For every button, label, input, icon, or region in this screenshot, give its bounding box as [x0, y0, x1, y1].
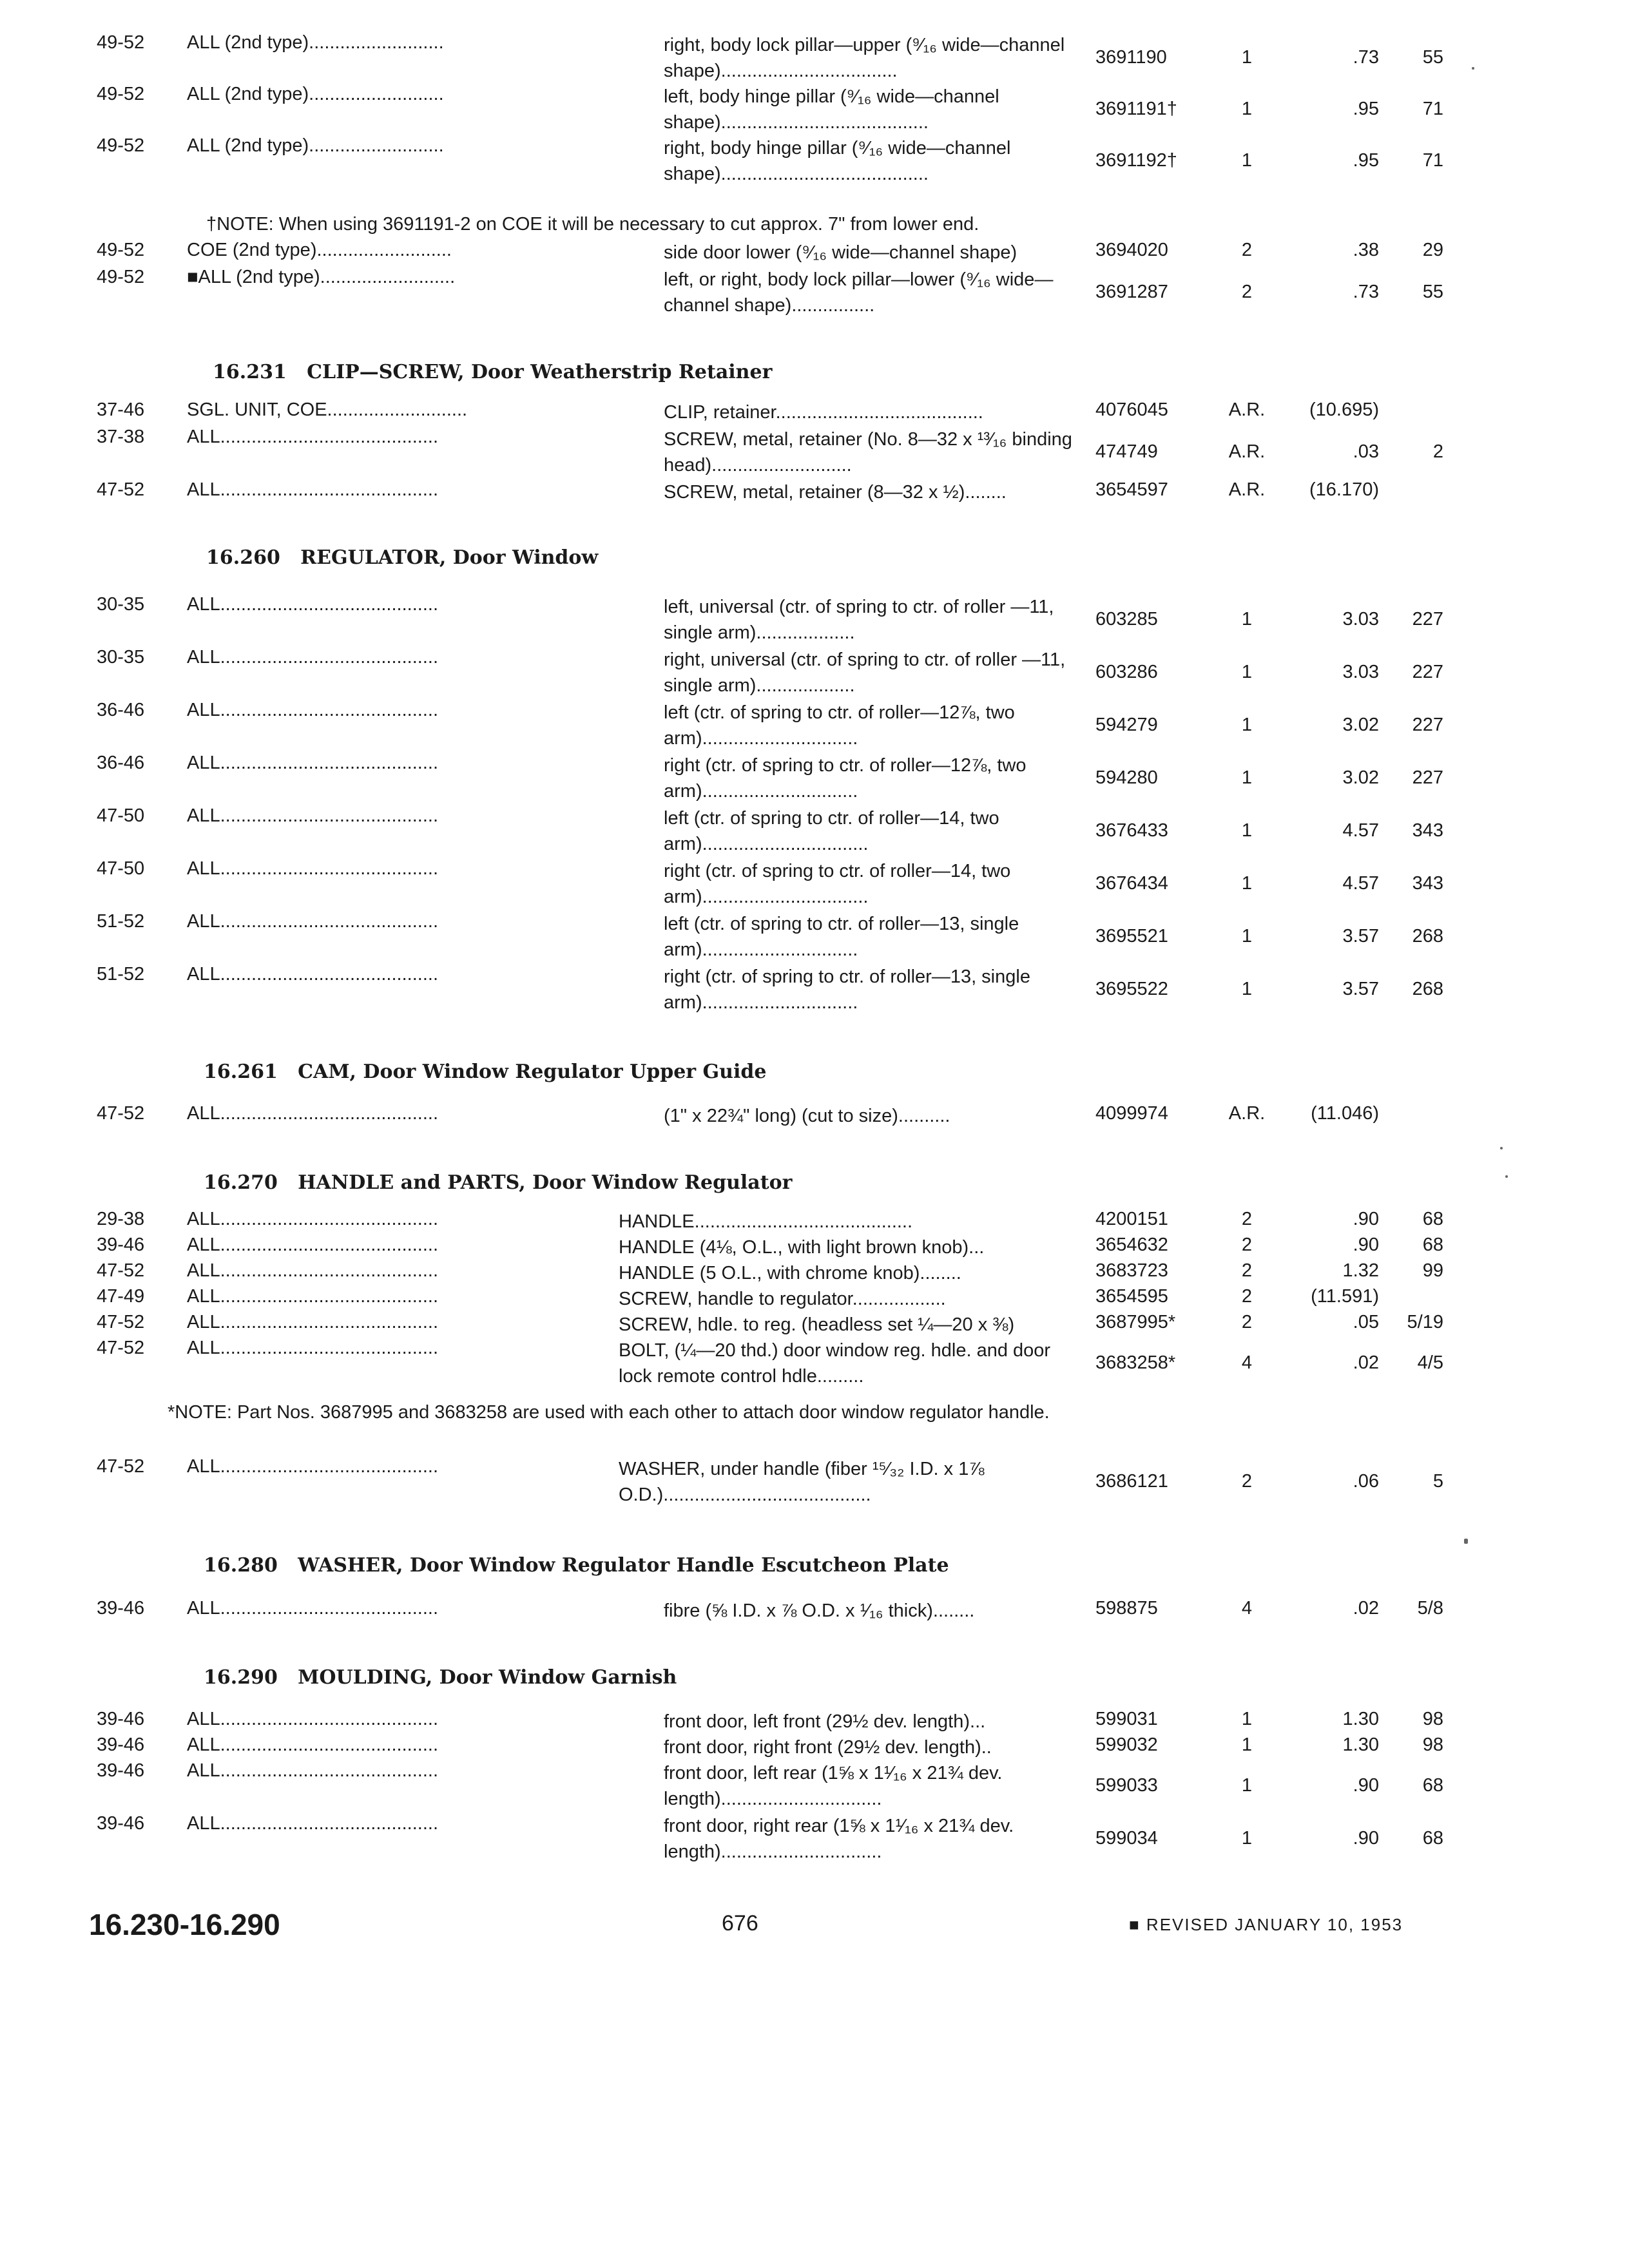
row-part-number: 599033: [1095, 1775, 1158, 1796]
row-description: right, body lock pillar—upper (⁹⁄₁₆ wide—channel shape)..................................: [664, 35, 1065, 81]
row-weight: 71: [1422, 150, 1443, 171]
row-part-number: 598875: [1095, 1598, 1158, 1619]
row-quantity: 1: [1241, 767, 1253, 788]
row-description: (1" x 22¾" long) (cut to size)..........: [664, 1106, 950, 1126]
row-description: BOLT, (¼—20 thd.) door window reg. hdle. and door lock remote control hdle.........: [619, 1340, 1051, 1387]
row-part-number: 3654632: [1095, 1235, 1168, 1255]
table-row: [0, 1456, 1629, 1509]
row-quantity: 1: [1241, 979, 1253, 999]
row-part-number: 3691287: [1095, 282, 1168, 302]
row-part-number: 603285: [1095, 609, 1158, 629]
row-description: SCREW, metal, retainer (No. 8—32 x ¹³⁄₁₆ binding head)...........................: [664, 429, 1072, 476]
row-price: (10.695): [1309, 399, 1379, 420]
row-model: ALL..........................................: [187, 1456, 438, 1477]
row-quantity: 1: [1241, 1775, 1253, 1796]
scan-speck: [1464, 1539, 1468, 1544]
table-row: [0, 399, 1629, 425]
row-price: (11.046): [1311, 1103, 1379, 1124]
row-part-number: 3691191†: [1095, 99, 1177, 119]
table-row: [0, 135, 1629, 188]
row-years: 49-52: [97, 135, 145, 156]
table-row: [0, 805, 1629, 858]
row-part-number: 3686121: [1095, 1471, 1168, 1492]
revision-note: ■ REVISED JANUARY 10, 1953: [1129, 1915, 1403, 1934]
row-price: .73: [1353, 47, 1379, 68]
row-description: fibre (⅝ I.D. x ⅞ O.D. x ¹⁄₁₆ thick)........: [664, 1600, 975, 1621]
table-row: [0, 647, 1629, 700]
row-part-number: 3683258*: [1095, 1352, 1176, 1373]
row-description: HANDLE (4⅛, O.L., with light brown knob)...: [619, 1237, 985, 1258]
table-row: [0, 1286, 1629, 1312]
row-model: SGL. UNIT, COE...........................: [187, 399, 468, 420]
row-quantity: 1: [1241, 715, 1253, 735]
row-quantity: 1: [1241, 820, 1253, 841]
table-row: [0, 911, 1629, 964]
table-row: [0, 240, 1629, 265]
row-model: ALL..........................................: [187, 1813, 438, 1834]
row-weight: 68: [1422, 1828, 1443, 1849]
row-price: 3.03: [1342, 662, 1379, 682]
row-quantity: 2: [1241, 1209, 1253, 1229]
row-weight: 268: [1412, 926, 1443, 947]
row-years: 47-50: [97, 805, 145, 826]
section-heading-16-280: [204, 1554, 949, 1577]
row-weight: 5/19: [1407, 1312, 1443, 1332]
row-years: 30-35: [97, 594, 145, 615]
table-row: [0, 267, 1629, 320]
table-row: [0, 1598, 1629, 1624]
row-weight: 268: [1412, 979, 1443, 999]
row-price: .90: [1353, 1775, 1379, 1796]
table-row: [0, 594, 1629, 647]
section-heading-16-270: [204, 1171, 792, 1194]
row-quantity: 4: [1241, 1352, 1253, 1373]
row-part-number: 3691192†: [1095, 150, 1177, 171]
row-years: 47-50: [97, 858, 145, 879]
row-description: SCREW, metal, retainer (8—32 x ½)........: [664, 482, 1007, 503]
row-quantity: 1: [1241, 662, 1253, 682]
row-description: CLIP, retainer........................................: [664, 402, 983, 423]
row-quantity: 1: [1241, 1709, 1253, 1729]
table-row: [0, 32, 1629, 85]
row-quantity: A.R.: [1228, 479, 1266, 500]
section-title: MOULDING, Door Window Garnish: [298, 1666, 677, 1689]
row-weight: 227: [1412, 715, 1443, 735]
row-weight: 2: [1432, 441, 1443, 462]
row-price: 4.57: [1342, 873, 1379, 894]
row-part-number: 3694020: [1095, 240, 1168, 260]
row-quantity: A.R.: [1228, 441, 1266, 462]
row-description: right (ctr. of spring to ctr. of roller—13, single arm)..............................: [664, 966, 1030, 1013]
row-part-number: 594280: [1095, 767, 1158, 788]
table-row: [0, 1735, 1629, 1760]
footnote-asterisk: *NOTE: Part Nos. 3687995 and 3683258 are used with each other to attach door window regulator handle.: [168, 1402, 1050, 1423]
row-price: .95: [1353, 150, 1379, 171]
row-description: side door lower (⁹⁄₁₆ wide—channel shape): [664, 242, 1017, 263]
row-weight: 343: [1412, 873, 1443, 894]
section-heading-16-290: [204, 1666, 677, 1689]
row-quantity: 2: [1241, 1471, 1253, 1492]
row-description: HANDLE (5 O.L., with chrome knob)........: [619, 1263, 961, 1283]
row-quantity: 2: [1241, 1312, 1253, 1332]
row-part-number: 599034: [1095, 1828, 1158, 1849]
row-description: right, universal (ctr. of spring to ctr. of roller —11, single arm)...................: [664, 649, 1066, 696]
row-quantity: A.R.: [1228, 1103, 1266, 1124]
row-model: ALL..........................................: [187, 1598, 438, 1619]
row-weight: 343: [1412, 820, 1443, 841]
section-code: 16.290: [204, 1666, 278, 1689]
section-title: HANDLE and PARTS, Door Window Regulator: [298, 1171, 793, 1194]
row-weight: 227: [1412, 609, 1443, 629]
row-description: left, body hinge pillar (⁹⁄₁₆ wide—channel shape)........................................: [664, 86, 999, 133]
row-price: 4.57: [1342, 820, 1379, 841]
row-years: 29-38: [97, 1209, 145, 1229]
row-description: front door, left front (29½ dev. length)...: [664, 1711, 986, 1732]
row-years: 51-52: [97, 964, 145, 985]
row-model: ALL..........................................: [187, 647, 438, 668]
row-price: 3.57: [1342, 979, 1379, 999]
section-code: 16.280: [204, 1554, 278, 1577]
row-part-number: 3695522: [1095, 979, 1168, 999]
row-years: 30-35: [97, 647, 145, 668]
row-price: .90: [1353, 1209, 1379, 1229]
row-part-number: 3695521: [1095, 926, 1168, 947]
section-code: 16.270: [204, 1171, 278, 1194]
table-row: [0, 479, 1629, 505]
row-description: front door, left rear (1⅝ x 1¹⁄₁₆ x 21¾ dev. length)...............................: [664, 1763, 1003, 1809]
row-model: ALL..........................................: [187, 753, 438, 773]
row-price: .73: [1353, 282, 1379, 302]
row-model: ALL..........................................: [187, 1709, 438, 1729]
row-model: ALL..........................................: [187, 700, 438, 720]
row-years: 36-46: [97, 700, 145, 720]
table-row: [0, 427, 1629, 479]
row-part-number: 599032: [1095, 1735, 1158, 1755]
row-price: .05: [1353, 1312, 1379, 1332]
row-price: 1.30: [1342, 1735, 1379, 1755]
table-row: [0, 1103, 1629, 1129]
row-model: ALL..........................................: [187, 1260, 438, 1281]
row-part-number: 594279: [1095, 715, 1158, 735]
row-description: right, body hinge pillar (⁹⁄₁₆ wide—channel shape)........................................: [664, 138, 1011, 184]
row-price: 3.02: [1342, 715, 1379, 735]
table-row: [0, 1235, 1629, 1260]
row-years: 39-46: [97, 1735, 145, 1755]
row-model: ALL..........................................: [187, 1735, 438, 1755]
row-years: 51-52: [97, 911, 145, 932]
row-quantity: 1: [1241, 873, 1253, 894]
row-quantity: 2: [1241, 282, 1253, 302]
row-model: ALL..........................................: [187, 1103, 438, 1124]
section-title: CAM, Door Window Regulator Upper Guide: [298, 1061, 767, 1083]
row-model: ALL..........................................: [187, 427, 438, 447]
row-part-number: 603286: [1095, 662, 1158, 682]
row-years: 47-52: [97, 1456, 145, 1477]
row-model: ALL (2nd type)..........................: [187, 135, 444, 156]
section-code: 16.231: [213, 361, 287, 383]
row-quantity: 2: [1241, 240, 1253, 260]
row-price: .02: [1353, 1598, 1379, 1619]
row-price: 1.30: [1342, 1709, 1379, 1729]
row-price: .02: [1353, 1352, 1379, 1373]
row-model: ALL..........................................: [187, 1209, 438, 1229]
footnote-dagger: †NOTE: When using 3691191-2 on COE it will be necessary to cut approx. 7" from lower end.: [206, 214, 979, 235]
row-description: right (ctr. of spring to ctr. of roller—12⅞, two arm)..............................: [664, 755, 1027, 802]
row-part-number: 3683723: [1095, 1260, 1168, 1281]
row-model: ALL (2nd type)..........................: [187, 84, 444, 104]
row-weight: 68: [1422, 1235, 1443, 1255]
row-part-number: 3676434: [1095, 873, 1168, 894]
row-price: .03: [1353, 441, 1379, 462]
row-years: 49-52: [97, 240, 145, 260]
section-heading-16-231: [213, 361, 772, 383]
row-weight: 68: [1422, 1209, 1443, 1229]
row-model: ALL..........................................: [187, 1286, 438, 1307]
row-model: ALL..........................................: [187, 805, 438, 826]
row-weight: 99: [1422, 1260, 1443, 1281]
row-quantity: 1: [1241, 926, 1253, 947]
row-price: .95: [1353, 99, 1379, 119]
row-model: COE (2nd type)..........................: [187, 240, 452, 260]
row-model: ALL..........................................: [187, 479, 438, 500]
row-years: 39-46: [97, 1598, 145, 1619]
row-description: HANDLE..........................................: [619, 1211, 913, 1232]
row-quantity: A.R.: [1228, 399, 1266, 420]
page-number: 676: [722, 1911, 758, 1936]
row-years: 39-46: [97, 1235, 145, 1255]
row-weight: 227: [1412, 662, 1443, 682]
section-heading-16-261: [204, 1061, 766, 1083]
row-model: ALL..........................................: [187, 1235, 438, 1255]
row-years: 37-46: [97, 399, 145, 420]
row-quantity: 2: [1241, 1235, 1253, 1255]
row-weight: 5/8: [1417, 1598, 1443, 1619]
row-years: 39-46: [97, 1813, 145, 1834]
row-description: left, or right, body lock pillar—lower (⁹⁄₁₆ wide—channel shape)................: [664, 269, 1054, 316]
row-price: 1.32: [1342, 1260, 1379, 1281]
scan-speck: [1472, 67, 1474, 70]
table-row: [0, 858, 1629, 911]
table-row: [0, 1709, 1629, 1735]
row-years: 37-38: [97, 427, 145, 447]
row-part-number: 474749: [1095, 441, 1158, 462]
row-years: 47-49: [97, 1286, 145, 1307]
row-years: 47-52: [97, 1103, 145, 1124]
row-weight: 4/5: [1417, 1352, 1443, 1373]
row-part-number: 4099974: [1095, 1103, 1168, 1124]
row-years: 47-52: [97, 479, 145, 500]
row-part-number: 3654597: [1095, 479, 1168, 500]
section-title: CLIP—SCREW, Door Weatherstrip Retainer: [307, 361, 773, 383]
row-description: WASHER, under handle (fiber ¹⁵⁄₃₂ I.D. x 1⅞ O.D.)........................................: [619, 1459, 985, 1505]
row-model: ALL..........................................: [187, 1760, 438, 1781]
table-row: [0, 753, 1629, 805]
table-row: [0, 84, 1629, 137]
section-title: WASHER, Door Window Regulator Handle Escutcheon Plate: [298, 1554, 949, 1577]
row-price: .38: [1353, 240, 1379, 260]
row-description: left, universal (ctr. of spring to ctr. of roller —11, single arm)...................: [664, 597, 1054, 643]
row-model: ALL..........................................: [187, 964, 438, 985]
table-row: [0, 700, 1629, 753]
table-row: [0, 1260, 1629, 1286]
row-price: (11.591): [1311, 1286, 1379, 1307]
row-part-number: 4200151: [1095, 1209, 1168, 1229]
row-part-number: 3691190: [1095, 47, 1167, 68]
row-model: ■ALL (2nd type)..........................: [187, 267, 456, 287]
row-price: (16.170): [1309, 479, 1379, 500]
row-model: ALL..........................................: [187, 594, 438, 615]
row-model: ALL..........................................: [187, 1312, 438, 1332]
row-years: 39-46: [97, 1709, 145, 1729]
row-part-number: 599031: [1095, 1709, 1158, 1729]
row-price: .90: [1353, 1828, 1379, 1849]
row-description: front door, right front (29½ dev. length)..: [664, 1737, 992, 1758]
row-weight: 71: [1422, 99, 1443, 119]
table-row: [0, 1209, 1629, 1235]
row-price: 3.03: [1342, 609, 1379, 629]
row-description: SCREW, handle to regulator..................: [619, 1289, 946, 1309]
row-weight: 55: [1422, 282, 1443, 302]
row-quantity: 2: [1241, 1260, 1253, 1281]
table-row: [0, 1760, 1629, 1813]
section-heading-16-260: [206, 546, 598, 569]
row-part-number: 3687995*: [1095, 1312, 1176, 1332]
row-years: 47-52: [97, 1312, 145, 1332]
scan-speck: [1500, 1147, 1503, 1149]
section-code: 16.260: [206, 546, 280, 569]
table-row: [0, 1813, 1629, 1866]
row-description: left (ctr. of spring to ctr. of roller—14, two arm)................................: [664, 808, 999, 854]
row-description: front door, right rear (1⅝ x 1¹⁄₁₆ x 21¾ dev. length)...............................: [664, 1816, 1014, 1862]
row-price: .06: [1353, 1471, 1379, 1492]
row-years: 49-52: [97, 267, 145, 287]
row-description: right (ctr. of spring to ctr. of roller—14, two arm)................................: [664, 861, 1011, 907]
row-description: SCREW, hdle. to reg. (headless set ¼—20 x ⅜): [619, 1314, 1015, 1335]
footer-group-range: 16.230-16.290: [89, 1908, 280, 1941]
table-row: [0, 1312, 1629, 1338]
table-row: [0, 964, 1629, 1017]
row-model: ALL (2nd type)..........................: [187, 32, 444, 53]
section-title: REGULATOR, Door Window: [300, 546, 599, 569]
row-model: ALL..........................................: [187, 1338, 438, 1358]
row-part-number: 3654595: [1095, 1286, 1168, 1307]
row-part-number: 3676433: [1095, 820, 1168, 841]
row-part-number: 4076045: [1095, 399, 1168, 420]
row-quantity: 1: [1241, 1735, 1253, 1755]
table-row: [0, 1338, 1629, 1390]
page-footer: [0, 1907, 1629, 1946]
row-years: 39-46: [97, 1760, 145, 1781]
row-quantity: 1: [1241, 150, 1253, 171]
scan-speck: [1505, 1175, 1508, 1178]
row-quantity: 1: [1241, 99, 1253, 119]
row-description: left (ctr. of spring to ctr. of roller—13, single arm)..............................: [664, 914, 1019, 960]
row-years: 36-46: [97, 753, 145, 773]
row-model: ALL..........................................: [187, 911, 438, 932]
row-weight: 29: [1422, 240, 1443, 260]
row-quantity: 2: [1241, 1286, 1253, 1307]
row-weight: 98: [1422, 1735, 1443, 1755]
section-code: 16.261: [204, 1061, 278, 1083]
row-weight: 227: [1412, 767, 1443, 788]
row-price: .90: [1353, 1235, 1379, 1255]
row-years: 49-52: [97, 84, 145, 104]
row-model: ALL..........................................: [187, 858, 438, 879]
row-years: 47-52: [97, 1260, 145, 1281]
row-years: 47-52: [97, 1338, 145, 1358]
row-price: 3.57: [1342, 926, 1379, 947]
row-quantity: 4: [1241, 1598, 1253, 1619]
row-weight: 55: [1422, 47, 1443, 68]
row-price: 3.02: [1342, 767, 1379, 788]
row-description: left (ctr. of spring to ctr. of roller—12⅞, two arm)..............................: [664, 702, 1015, 749]
row-quantity: 1: [1241, 47, 1253, 68]
row-weight: 98: [1422, 1709, 1443, 1729]
row-quantity: 1: [1241, 1828, 1253, 1849]
row-weight: 68: [1422, 1775, 1443, 1796]
row-years: 49-52: [97, 32, 145, 53]
row-weight: 5: [1432, 1471, 1443, 1492]
row-quantity: 1: [1241, 609, 1253, 629]
